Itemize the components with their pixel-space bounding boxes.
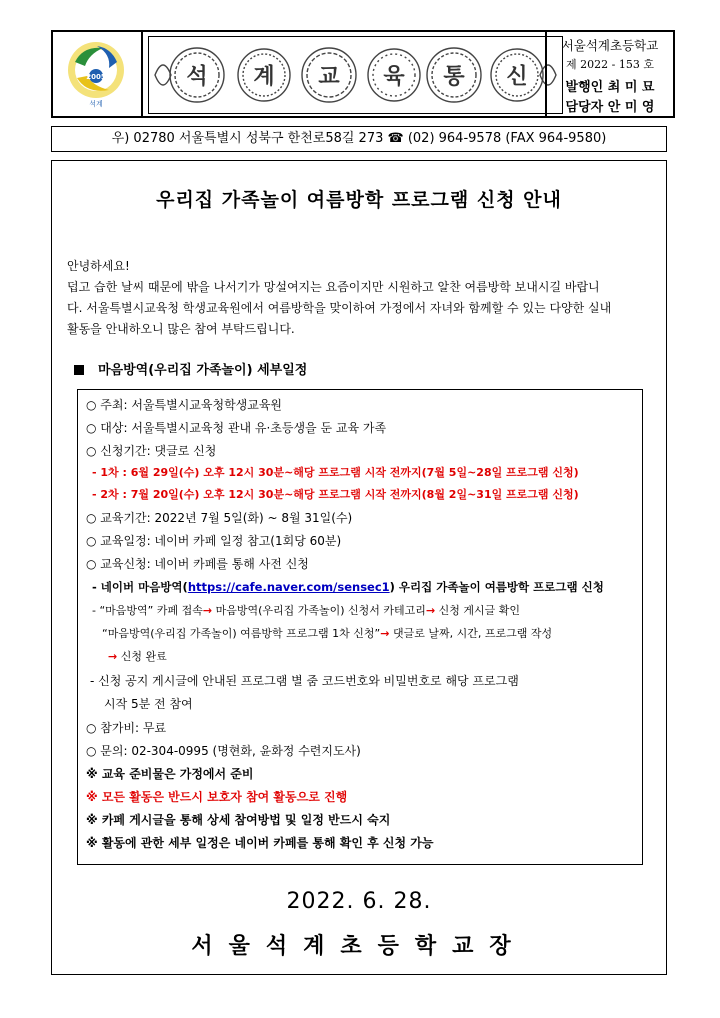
- edu-period-line: ○ 교육기간: 2022년 7월 5일(화) ~ 8월 31일(수): [86, 511, 353, 525]
- logo-caption: 석계: [89, 100, 103, 108]
- document-body: [51, 160, 667, 975]
- publisher: 발행인 최 미 묘: [565, 80, 655, 95]
- right-arrow-icon: →: [380, 627, 390, 640]
- intro-paragraph: [67, 256, 657, 340]
- title-char-2: 계: [253, 64, 275, 90]
- title-char-1: 석: [186, 64, 208, 90]
- newsletter-title-banner: [148, 36, 563, 114]
- ornament-pattern-icon: [149, 37, 562, 113]
- school-name: 서울석계초등학교: [561, 38, 659, 53]
- step1-line: - “마음방역” 카페 접속→ 마음방역(우리집 가족놀이) 신청서 카테고리→ 신청 게시글 확인: [92, 604, 521, 617]
- edu-schedule-line: ○ 교육일정: 네이버 카페 일정 참고(1회당 60분): [86, 534, 342, 548]
- issue-info: [545, 32, 673, 116]
- round1-line: - 1차 : 6월 29일(수) 오후 12시 30분~해당 프로그램 시작 전까지(7월 5일~28일 프로그램 신청): [92, 466, 579, 479]
- school-address: 우) 02780 서울특별시 성북구 한천로58길 273 ☎ (02) 964-9578 (FAX 964-9580): [51, 126, 667, 152]
- svg-text:2005: 2005: [86, 73, 106, 81]
- step2-line: “마음방역(우리집 가족놀이) 여름방학 프로그램 1차 신청”→ 댓글로 날짜, 시간, 프로그램 작성: [102, 627, 553, 640]
- step3-line: → 신청 완료: [108, 650, 167, 663]
- title-char-4: 육: [383, 64, 405, 90]
- principal-signature: 서울석계초등학교장: [191, 934, 527, 959]
- note-details: ※ 활동에 관한 세부 일정은 네이버 카페를 통해 확인 후 신청 가능: [86, 836, 434, 850]
- target-line: ○ 대상: 서울특별시교육청 관내 유·초등생을 둔 교육 가족: [86, 421, 387, 435]
- naver-cafe-link[interactable]: https://cafe.naver.com/sensec1: [187, 580, 390, 594]
- right-arrow-icon: →: [425, 604, 436, 617]
- intro-line: 활동을 안내하오니 많은 참여 부탁드립니다.: [67, 322, 295, 336]
- notice-line-1: - 신청 공지 게시글에 안내된 프로그램 별 줌 코드번호와 비밀번호로 해당 프로그램: [90, 674, 519, 688]
- school-logo: [53, 32, 143, 116]
- section-heading: 마음방역(우리집 가족놀이) 세부일정: [74, 359, 307, 378]
- square-bullet-icon: [74, 365, 84, 375]
- title-char-6: 신: [506, 64, 528, 90]
- document-title: 우리집 가족놀이 여름방학 프로그램 신청 안내: [156, 189, 562, 211]
- fee-line: ○ 참가비: 무료: [86, 721, 167, 735]
- note-materials: ※ 교육 준비물은 가정에서 준비: [86, 767, 254, 781]
- right-arrow-icon: →: [108, 650, 118, 663]
- greeting: 안녕하세요!: [67, 259, 130, 273]
- round2-line: - 2차 : 7월 20일(수) 오후 12시 30분~해당 프로그램 시작 전까지(8월 2일~31일 프로그램 신청): [92, 488, 579, 501]
- intro-line: 다. 서울특별시교육청 학생교육원에서 여름방학을 맞이하여 가정에서 자녀와 함께할 수 있는 다양한 실내: [67, 301, 612, 315]
- right-arrow-icon: →: [202, 604, 213, 617]
- apply-period-line: ○ 신청기간: 댓글로 신청: [86, 444, 217, 458]
- issue-date: 2022. 6. 28.: [286, 889, 432, 914]
- title-char-3: 교: [318, 64, 340, 90]
- edu-apply-line: ○ 교육신청: 네이버 카페를 통해 사전 신청: [86, 557, 309, 571]
- naver-cafe-line: - 네이버 마음방역(https://cafe.naver.com/sensec1) 우리집 가족놀이 여름방학 프로그램 신청: [92, 580, 604, 594]
- contact-line: ○ 문의: 02-304-0995 (명현화, 윤화정 수련지도사): [86, 744, 361, 758]
- note-cafe: ※ 카페 게시글을 통해 상세 참여방법 및 일정 반드시 숙지: [86, 813, 391, 827]
- note-guardian: ※ 모든 활동은 반드시 보호자 참여 활동으로 진행: [86, 790, 348, 804]
- title-char-5: 통: [443, 64, 465, 90]
- issue-number: 제 2022 - 153 호: [566, 58, 654, 71]
- notice-line-2: 시작 5분 전 참여: [104, 697, 193, 711]
- editor: 담당자 안 미 영: [565, 100, 655, 115]
- host-line: ○ 주최: 서울특별시교육청학생교육원: [86, 398, 283, 412]
- intro-line: 덥고 습한 날씨 때문에 밖을 나서기가 망설여지는 요즘이지만 시원하고 알찬 여름방학 보내시길 바랍니: [67, 280, 600, 294]
- school-emblem-icon: [53, 32, 139, 112]
- newsletter-masthead: [51, 30, 675, 118]
- schedule-box: [77, 389, 643, 865]
